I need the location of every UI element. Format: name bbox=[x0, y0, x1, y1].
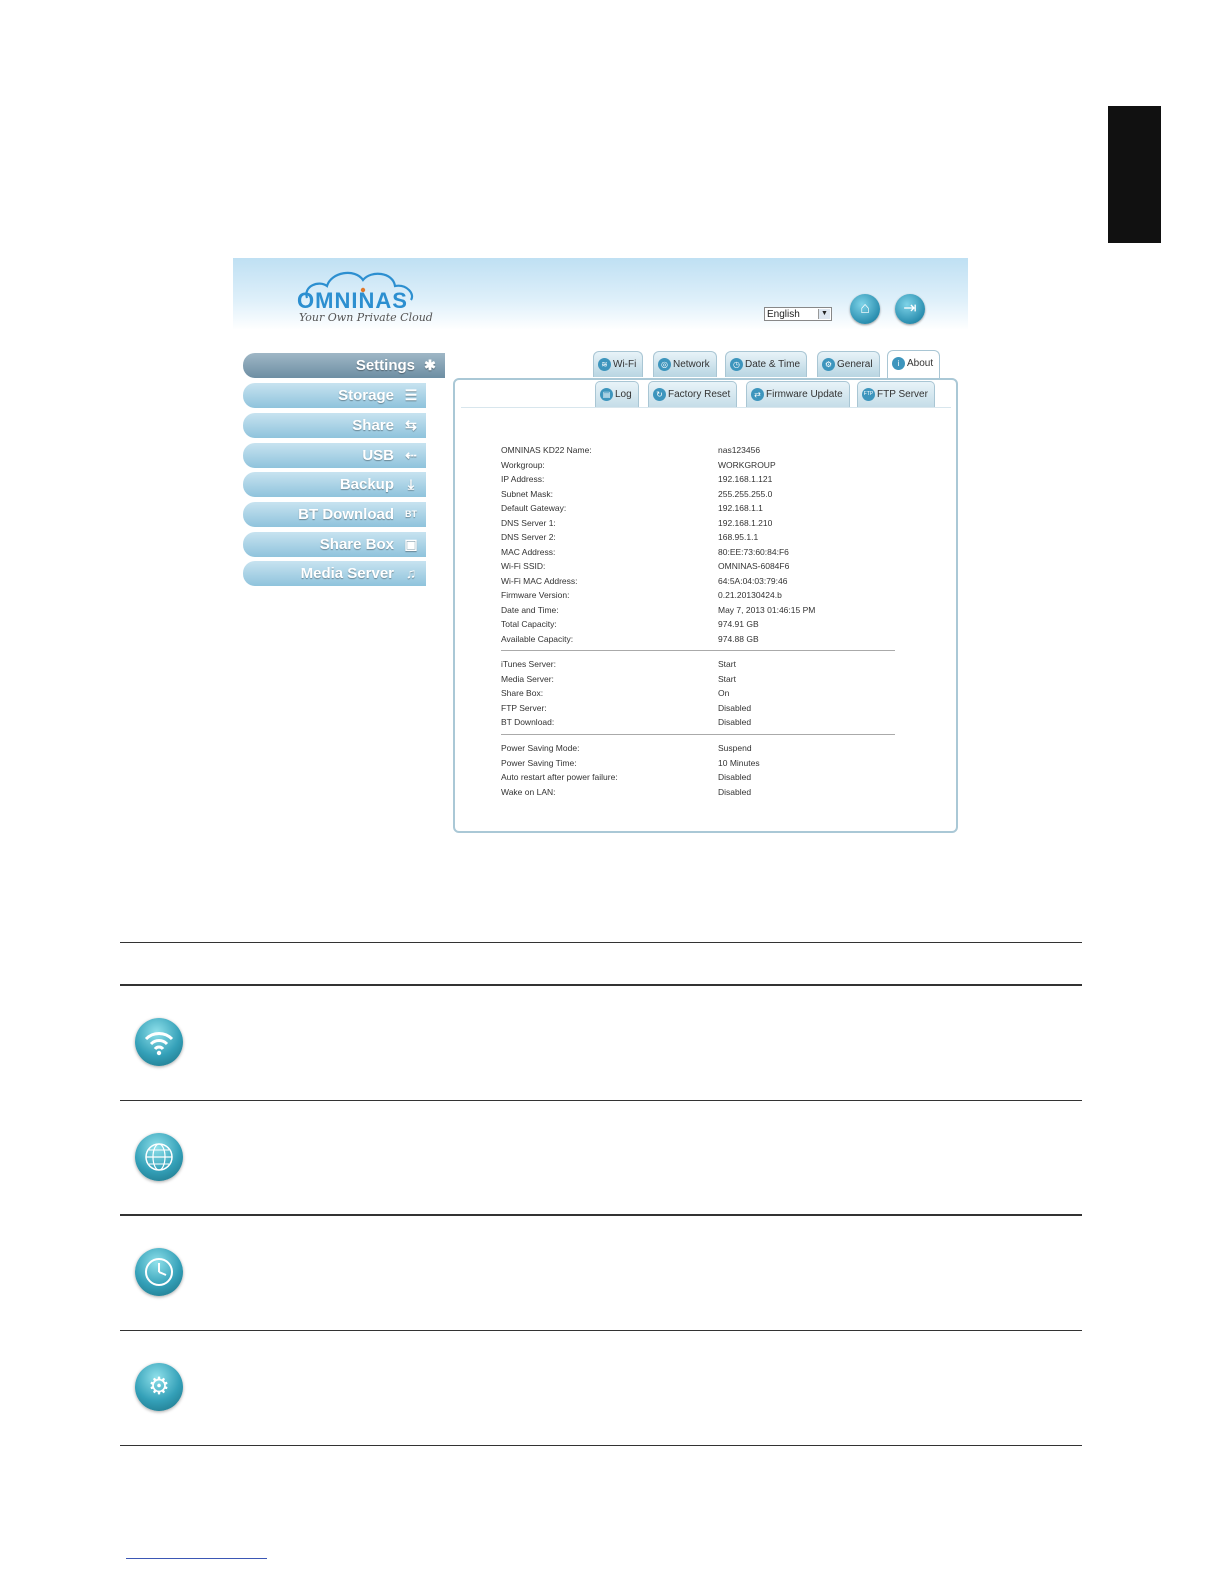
info-value: Disabled bbox=[718, 786, 752, 797]
info-row bbox=[501, 501, 901, 516]
info-row bbox=[501, 657, 901, 672]
subtab-label: FTP Server bbox=[877, 389, 928, 400]
storage-icon: ☰ bbox=[404, 387, 418, 403]
globe-icon bbox=[135, 1133, 183, 1181]
info-label: IP Address: bbox=[501, 474, 545, 484]
section-tab-marker bbox=[1108, 106, 1161, 243]
info-label: OMNINAS KD22 Name: bbox=[501, 445, 592, 455]
info-value: 974.88 GB bbox=[718, 633, 759, 644]
info-row bbox=[501, 617, 901, 632]
menu-item-label: USB bbox=[362, 447, 394, 464]
info-value: 168.95.1.1 bbox=[718, 532, 759, 542]
table-header-bottom-rule bbox=[120, 984, 1082, 986]
info-value: 192.168.1.121 bbox=[718, 474, 773, 484]
subtab-firmware-update[interactable] bbox=[746, 381, 850, 407]
info-row bbox=[501, 715, 901, 730]
info-label: Share Box: bbox=[501, 688, 544, 698]
info-label: Wi-Fi SSID: bbox=[501, 561, 546, 571]
info-value: nas123456 bbox=[718, 445, 761, 455]
info-label: Firmware Version: bbox=[501, 590, 570, 600]
info-value: May 7, 2013 01:46:15 PM bbox=[718, 604, 816, 615]
info-row bbox=[501, 443, 901, 458]
info-row bbox=[501, 701, 901, 716]
tab-label: General bbox=[837, 359, 873, 370]
backup-icon: ⤓ bbox=[407, 476, 415, 492]
gears-glyph: ⚙ bbox=[148, 1373, 170, 1400]
share-arrows-icon: ⇆ bbox=[405, 417, 417, 433]
info-value: WORKGROUP bbox=[718, 459, 776, 470]
menu-item-label: Media Server bbox=[300, 565, 394, 582]
info-row bbox=[501, 545, 901, 560]
info-row bbox=[501, 672, 901, 687]
network-icon: ◎ bbox=[658, 358, 671, 371]
info-value: 80:EE:73:60:84:F6 bbox=[718, 546, 789, 557]
media-server-icon: ♫ bbox=[405, 565, 417, 581]
ftp-icon: FTP bbox=[862, 388, 875, 401]
tab-label: Network bbox=[673, 359, 710, 370]
info-row bbox=[501, 458, 901, 473]
info-label: Default Gateway: bbox=[501, 503, 567, 513]
info-row bbox=[501, 574, 901, 589]
menu-item-label: Backup bbox=[339, 476, 394, 493]
logo-wordmark: OMNINAS bbox=[297, 288, 408, 313]
info-value: 10 Minutes bbox=[718, 757, 760, 768]
info-value: On bbox=[718, 688, 730, 698]
info-label: Power Saving Time: bbox=[501, 757, 577, 768]
info-value: OMNINAS-6084F6 bbox=[718, 561, 790, 571]
menu-item-share[interactable] bbox=[243, 413, 426, 438]
home-icon: ⌂ bbox=[860, 300, 870, 317]
info-value: Start bbox=[718, 659, 736, 669]
subtab-label: Log bbox=[615, 389, 632, 400]
info-value: Disabled bbox=[718, 772, 752, 782]
info-row bbox=[501, 603, 901, 618]
tab-general[interactable] bbox=[817, 351, 880, 377]
clock-glyph bbox=[135, 1248, 183, 1296]
nas-admin-screenshot bbox=[233, 258, 968, 848]
info-label: Wi-Fi MAC Address: bbox=[501, 575, 578, 586]
info-value: 192.168.1.1 bbox=[718, 503, 763, 513]
info-value: Disabled bbox=[718, 702, 752, 713]
info-icon: i bbox=[892, 357, 905, 370]
panel-divider bbox=[461, 407, 951, 408]
tab-date-time[interactable] bbox=[725, 351, 807, 377]
gear-icon: ⚙ bbox=[822, 358, 835, 371]
info-label: FTP Server: bbox=[501, 702, 547, 713]
info-row bbox=[501, 588, 901, 603]
info-label: Auto restart after power failure: bbox=[501, 772, 618, 782]
logout-icon: ⇥ bbox=[903, 300, 917, 317]
clock-icon: ◷ bbox=[730, 358, 743, 371]
tab-label: About bbox=[907, 358, 934, 369]
tab-label: Wi-Fi bbox=[613, 359, 637, 370]
chevron-down-icon: ▼ bbox=[818, 309, 830, 319]
info-label: Date and Time: bbox=[501, 604, 559, 615]
tab-about[interactable] bbox=[887, 350, 940, 378]
info-row bbox=[501, 741, 901, 756]
firmware-icon: ⇄ bbox=[751, 388, 764, 401]
menu-item-label: BT Download bbox=[298, 506, 394, 523]
info-value: 192.168.1.210 bbox=[718, 517, 773, 528]
info-label: Wake on LAN: bbox=[501, 786, 556, 797]
info-value: Suspend bbox=[718, 743, 752, 753]
menu-item-share-box[interactable] bbox=[243, 532, 426, 557]
language-select-value: English bbox=[767, 309, 800, 320]
info-row bbox=[501, 516, 901, 531]
info-row bbox=[501, 559, 901, 574]
subtab-factory-reset[interactable] bbox=[648, 381, 737, 407]
tab-wifi[interactable] bbox=[593, 351, 643, 377]
info-row bbox=[501, 756, 901, 771]
section-divider bbox=[501, 650, 895, 651]
wifi-glyph bbox=[135, 1018, 183, 1066]
info-row bbox=[501, 530, 901, 545]
table-row-rule bbox=[120, 1214, 1082, 1216]
gears-icon bbox=[135, 1363, 183, 1411]
usb-icon: ⇠ bbox=[405, 447, 417, 463]
info-label: BT Download: bbox=[501, 717, 555, 727]
info-label: Workgroup: bbox=[501, 459, 545, 470]
info-row bbox=[501, 487, 901, 502]
bt-download-icon: BT bbox=[405, 509, 417, 519]
info-label: Total Capacity: bbox=[501, 619, 557, 629]
section-divider bbox=[501, 734, 895, 735]
table-header-top-rule bbox=[120, 942, 1082, 943]
menu-item-usb[interactable] bbox=[243, 443, 426, 468]
menu-item-media-server[interactable] bbox=[243, 561, 426, 586]
info-value: 0.21.20130424.b bbox=[718, 590, 782, 600]
subtab-label: Factory Reset bbox=[668, 389, 731, 400]
share-box-icon: ▣ bbox=[404, 536, 418, 552]
tab-network[interactable] bbox=[653, 351, 717, 377]
info-value: 255.255.255.0 bbox=[718, 488, 773, 499]
tools-icon: ✱ bbox=[424, 357, 436, 373]
subtab-ftp-server[interactable] bbox=[857, 381, 935, 407]
info-label: DNS Server 1: bbox=[501, 517, 556, 528]
menu-item-label: Storage bbox=[338, 387, 394, 404]
info-label: Media Server: bbox=[501, 673, 554, 684]
info-row bbox=[501, 770, 901, 785]
table-row-rule bbox=[120, 1100, 1082, 1101]
info-row bbox=[501, 785, 901, 800]
table-row-rule bbox=[120, 1330, 1082, 1331]
info-value: Disabled bbox=[718, 717, 752, 727]
menu-item-settings[interactable] bbox=[243, 353, 445, 378]
menu-item-label: Share Box bbox=[319, 536, 394, 553]
info-label: MAC Address: bbox=[501, 546, 556, 557]
wifi-icon bbox=[135, 1018, 183, 1066]
language-select[interactable] bbox=[764, 307, 832, 321]
info-value: 64:5A:04:03:79:46 bbox=[718, 575, 788, 586]
info-row bbox=[501, 632, 901, 647]
info-label: Available Capacity: bbox=[501, 633, 574, 644]
menu-item-label: Share bbox=[352, 417, 394, 434]
menu-item-backup[interactable] bbox=[243, 472, 426, 497]
info-value: Start bbox=[718, 673, 736, 684]
info-label: Power Saving Mode: bbox=[501, 743, 580, 753]
globe-glyph bbox=[135, 1133, 183, 1181]
subtab-log[interactable] bbox=[595, 381, 639, 407]
table-bottom-rule bbox=[120, 1445, 1082, 1446]
menu-item-bt-download[interactable] bbox=[243, 502, 426, 527]
menu-item-storage[interactable] bbox=[243, 383, 426, 408]
info-value: 974.91 GB bbox=[718, 619, 759, 629]
home-button[interactable] bbox=[850, 294, 880, 324]
logout-button[interactable] bbox=[895, 294, 925, 324]
info-row bbox=[501, 472, 901, 487]
subtab-label: Firmware Update bbox=[766, 389, 843, 400]
footer-underline bbox=[126, 1558, 267, 1559]
info-label: Subnet Mask: bbox=[501, 488, 553, 499]
info-row bbox=[501, 686, 901, 701]
log-icon: ▤ bbox=[600, 388, 613, 401]
info-label: DNS Server 2: bbox=[501, 532, 556, 542]
wifi-icon: ≋ bbox=[598, 358, 611, 371]
tab-label: Date & Time bbox=[745, 359, 801, 370]
clock-icon bbox=[135, 1248, 183, 1296]
info-label: iTunes Server: bbox=[501, 659, 556, 669]
logo-tagline: Your Own Private Cloud bbox=[299, 311, 433, 324]
reset-icon: ↻ bbox=[653, 388, 666, 401]
menu-item-label: Settings bbox=[355, 357, 415, 374]
